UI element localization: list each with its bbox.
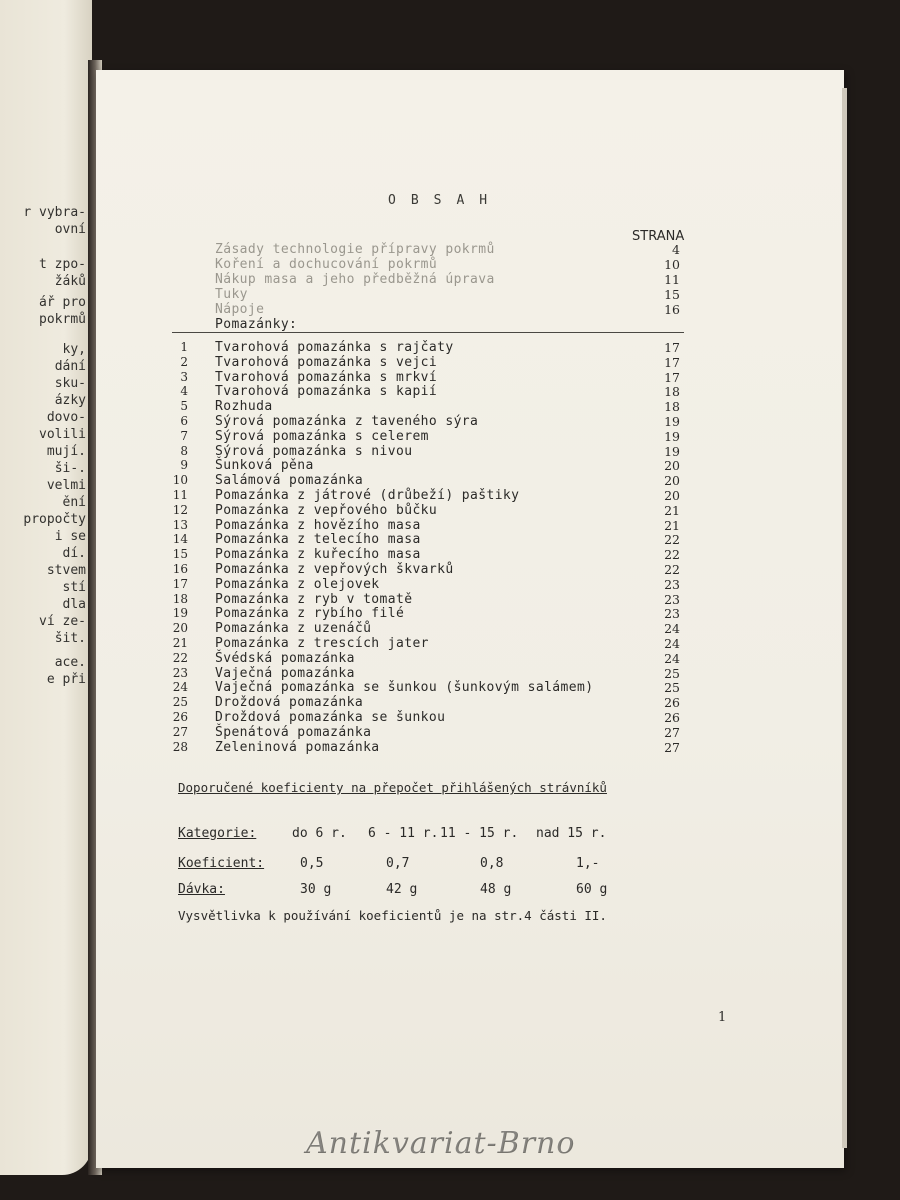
recipe-number: 12 — [172, 502, 188, 517]
recipe-label: Rozhuda — [215, 399, 273, 415]
recipe-label: Droždová pomazánka se šunkou — [215, 710, 446, 725]
recipe-number: 27 — [172, 724, 188, 739]
page-edge — [842, 88, 847, 1148]
recipe-page: 18 — [664, 399, 680, 415]
recipe-page: 23 — [664, 591, 680, 607]
left-page-fragment: propočty — [23, 512, 86, 527]
coefficient-cell: 1,- — [576, 856, 600, 871]
recipe-page: 24 — [664, 650, 680, 666]
toc-entry-label: Zásady technologie přípravy pokrmů — [215, 242, 495, 257]
recipe-page: 21 — [664, 502, 680, 518]
recipe-number: 17 — [172, 576, 188, 591]
toc-entry-page: 11 — [664, 272, 680, 287]
recipe-page: 19 — [664, 428, 680, 444]
recipe-number: 22 — [172, 650, 188, 665]
recipe-label: Pomazánka z telecího masa — [215, 532, 421, 548]
recipe-number: 7 — [180, 428, 188, 443]
recipe-label: Zeleninová pomazánka — [215, 739, 380, 755]
recipe-number: 13 — [172, 517, 188, 532]
recipe-number: 23 — [172, 665, 188, 680]
toc-entry-label: Pomazánky: — [215, 317, 298, 332]
left-page-fragment: ění — [62, 495, 86, 510]
recipe-page: 26 — [664, 695, 680, 711]
recipe-page: 18 — [664, 384, 680, 400]
coefficient-cell: 42 g — [386, 882, 418, 897]
left-page-fragment: ky, — [62, 342, 86, 357]
recipe-page: 24 — [664, 636, 680, 651]
left-page-fragment: e při — [46, 672, 86, 687]
recipe-label: Pomazánka z vepřového bůčku — [215, 502, 438, 518]
main-page — [96, 70, 844, 1168]
left-page-fragment: žáků — [54, 274, 86, 289]
toc-entry-label: Tuky — [215, 287, 248, 302]
recipe-number: 4 — [180, 384, 188, 399]
toc-entry-label: Nápoje — [215, 302, 265, 317]
coefficient-cell: 30 g — [300, 882, 332, 897]
recipe-label: Špenátová pomazánka — [215, 724, 372, 740]
coefficients-heading: Doporučené koeficienty na přepočet přihlášených strávníků — [178, 780, 607, 795]
page-number: 1 — [718, 1010, 727, 1025]
recipe-label: Tvarohová pomazánka s kapií — [215, 384, 438, 400]
recipe-number: 20 — [172, 621, 188, 636]
coefficient-row-label: Koeficient: — [178, 856, 265, 871]
recipe-number: 19 — [172, 606, 188, 621]
divider-line — [172, 332, 684, 333]
recipe-number: 15 — [172, 547, 188, 562]
recipe-label: Vaječná pomazánka se šunkou (šunkovým salámem) — [215, 680, 594, 696]
recipe-page: 23 — [664, 576, 680, 592]
coefficient-cell: 11 - 15 r. — [440, 826, 519, 841]
coefficient-cell: 0,8 — [480, 856, 504, 871]
recipe-number: 5 — [180, 399, 188, 414]
toc-entry-page: 10 — [664, 257, 680, 272]
recipe-label: Tvarohová pomazánka s mrkví — [215, 369, 438, 385]
recipe-number: 21 — [172, 636, 188, 650]
coefficients-note: Vysvětlivka k používání koeficientů je na str.4 části II. — [178, 908, 607, 923]
recipe-label: Vaječná pomazánka — [215, 665, 355, 681]
recipe-label: Pomazánka z uzenáčů — [215, 621, 372, 637]
recipe-label: Droždová pomazánka — [215, 695, 364, 711]
recipe-page: 19 — [664, 443, 680, 459]
recipe-page: 20 — [664, 473, 680, 489]
page-column-label: STRANA — [632, 229, 685, 244]
left-page-fragment: r vybra- — [23, 205, 86, 220]
recipe-page: 27 — [664, 724, 680, 740]
recipe-page: 22 — [664, 562, 680, 577]
recipe-page: 25 — [664, 665, 680, 681]
left-page-fragment: stí — [62, 580, 86, 595]
left-page-fragment: i se — [54, 529, 86, 544]
toc-entry-label: Koření a dochucování pokrmů — [215, 257, 438, 272]
left-page-fragment: mují. — [46, 444, 86, 459]
toc-entry-page: 4 — [672, 242, 680, 257]
recipe-number: 14 — [172, 532, 188, 547]
recipe-label: Sýrová pomazánka s nivou — [215, 443, 413, 459]
recipe-label: Pomazánka z vepřových škvarků — [215, 562, 454, 577]
recipe-number: 28 — [172, 739, 188, 754]
recipe-label: Tvarohová pomazánka s rajčaty — [215, 340, 454, 355]
recipe-label: Sýrová pomazánka s celerem — [215, 428, 429, 444]
recipe-label: Salámová pomazánka — [215, 473, 364, 489]
left-facing-page — [0, 0, 92, 1175]
coefficient-cell: 48 g — [480, 882, 512, 897]
coefficient-cell: do 6 r. — [292, 826, 347, 841]
left-page-fragment: pokrmů — [39, 312, 86, 327]
coefficient-cell: 0,7 — [386, 856, 410, 871]
coefficient-cell: 0,5 — [300, 856, 324, 871]
coefficient-cell: nad 15 r. — [536, 826, 607, 841]
left-page-fragment: ví ze- — [39, 614, 86, 629]
recipe-page: 20 — [664, 488, 680, 503]
recipe-number: 16 — [172, 562, 188, 576]
recipe-number: 18 — [172, 591, 188, 606]
recipe-number: 6 — [180, 414, 188, 428]
left-page-fragment: dovo- — [46, 410, 86, 425]
recipe-number: 3 — [180, 369, 188, 384]
left-page-fragment: velmi — [46, 478, 86, 493]
recipe-label: Šunková pěna — [215, 458, 314, 474]
left-page-fragment: ace. — [54, 655, 86, 670]
toc-entry-page: 16 — [664, 302, 680, 317]
watermark: Antikvariat-Brno — [305, 1125, 575, 1160]
left-page-fragment: ovní — [54, 222, 86, 237]
recipe-label: Pomazánka z ryb v tomatě — [215, 591, 413, 607]
recipe-page: 27 — [664, 739, 680, 755]
recipe-label: Pomazánka z olejovek — [215, 576, 380, 592]
recipe-label: Pomazánka z rybího filé — [215, 606, 405, 622]
recipe-label: Pomazánka z hovězího masa — [215, 517, 421, 533]
left-page-fragment: dla — [62, 597, 86, 612]
toc-entry-page: 15 — [664, 287, 680, 302]
recipe-page: 22 — [664, 532, 680, 548]
recipe-number: 11 — [172, 488, 188, 502]
recipe-label: Pomazánka z kuřecího masa — [215, 547, 421, 563]
recipe-number: 26 — [172, 710, 188, 724]
recipe-page: 23 — [664, 606, 680, 622]
recipe-number: 25 — [172, 695, 188, 710]
recipe-page: 17 — [664, 369, 680, 385]
recipe-number: 8 — [180, 443, 188, 458]
recipe-page: 24 — [664, 621, 680, 637]
left-page-fragment: t zpo- — [39, 257, 86, 272]
recipe-page: 17 — [664, 354, 680, 370]
recipe-page: 21 — [664, 517, 680, 533]
recipe-number: 2 — [180, 354, 188, 369]
left-page-fragment: volili — [39, 427, 86, 442]
recipe-page: 26 — [664, 710, 680, 725]
left-page-fragment: ši-. — [54, 461, 86, 476]
recipe-label: Švédská pomazánka — [215, 650, 355, 666]
page-title: OBSAH — [388, 193, 503, 208]
recipe-label: Pomazánka z játrové (drůbeží) paštiky — [215, 488, 520, 503]
left-page-fragment: dání — [54, 359, 86, 374]
recipe-number: 1 — [180, 340, 188, 354]
recipe-number: 10 — [172, 473, 188, 488]
recipe-label: Sýrová pomazánka z taveného sýra — [215, 414, 479, 429]
recipe-number: 24 — [172, 680, 188, 695]
left-page-fragment: ázky — [54, 393, 86, 408]
coefficient-cell: 60 g — [576, 882, 608, 897]
left-page-fragment: dí. — [62, 546, 86, 561]
recipe-page: 20 — [664, 458, 680, 474]
coefficient-cell: 6 - 11 r. — [368, 826, 439, 841]
left-page-fragment: ář pro — [39, 295, 86, 310]
left-page-fragment: šit. — [54, 631, 86, 646]
left-page-fragment: stvem — [46, 563, 86, 578]
recipe-number: 9 — [180, 458, 188, 473]
left-page-fragment: sku- — [54, 376, 86, 391]
coefficient-row-label: Dávka: — [178, 882, 225, 897]
coefficient-row-label: Kategorie: — [178, 826, 257, 841]
recipe-page: 19 — [664, 414, 680, 429]
recipe-page: 17 — [664, 340, 680, 355]
toc-entry-label: Nákup masa a jeho předběžná úprava — [215, 272, 495, 287]
recipe-page: 25 — [664, 680, 680, 696]
recipe-label: Pomazánka z trescích jater — [215, 636, 429, 651]
recipe-label: Tvarohová pomazánka s vejci — [215, 354, 438, 370]
recipe-page: 22 — [664, 547, 680, 563]
